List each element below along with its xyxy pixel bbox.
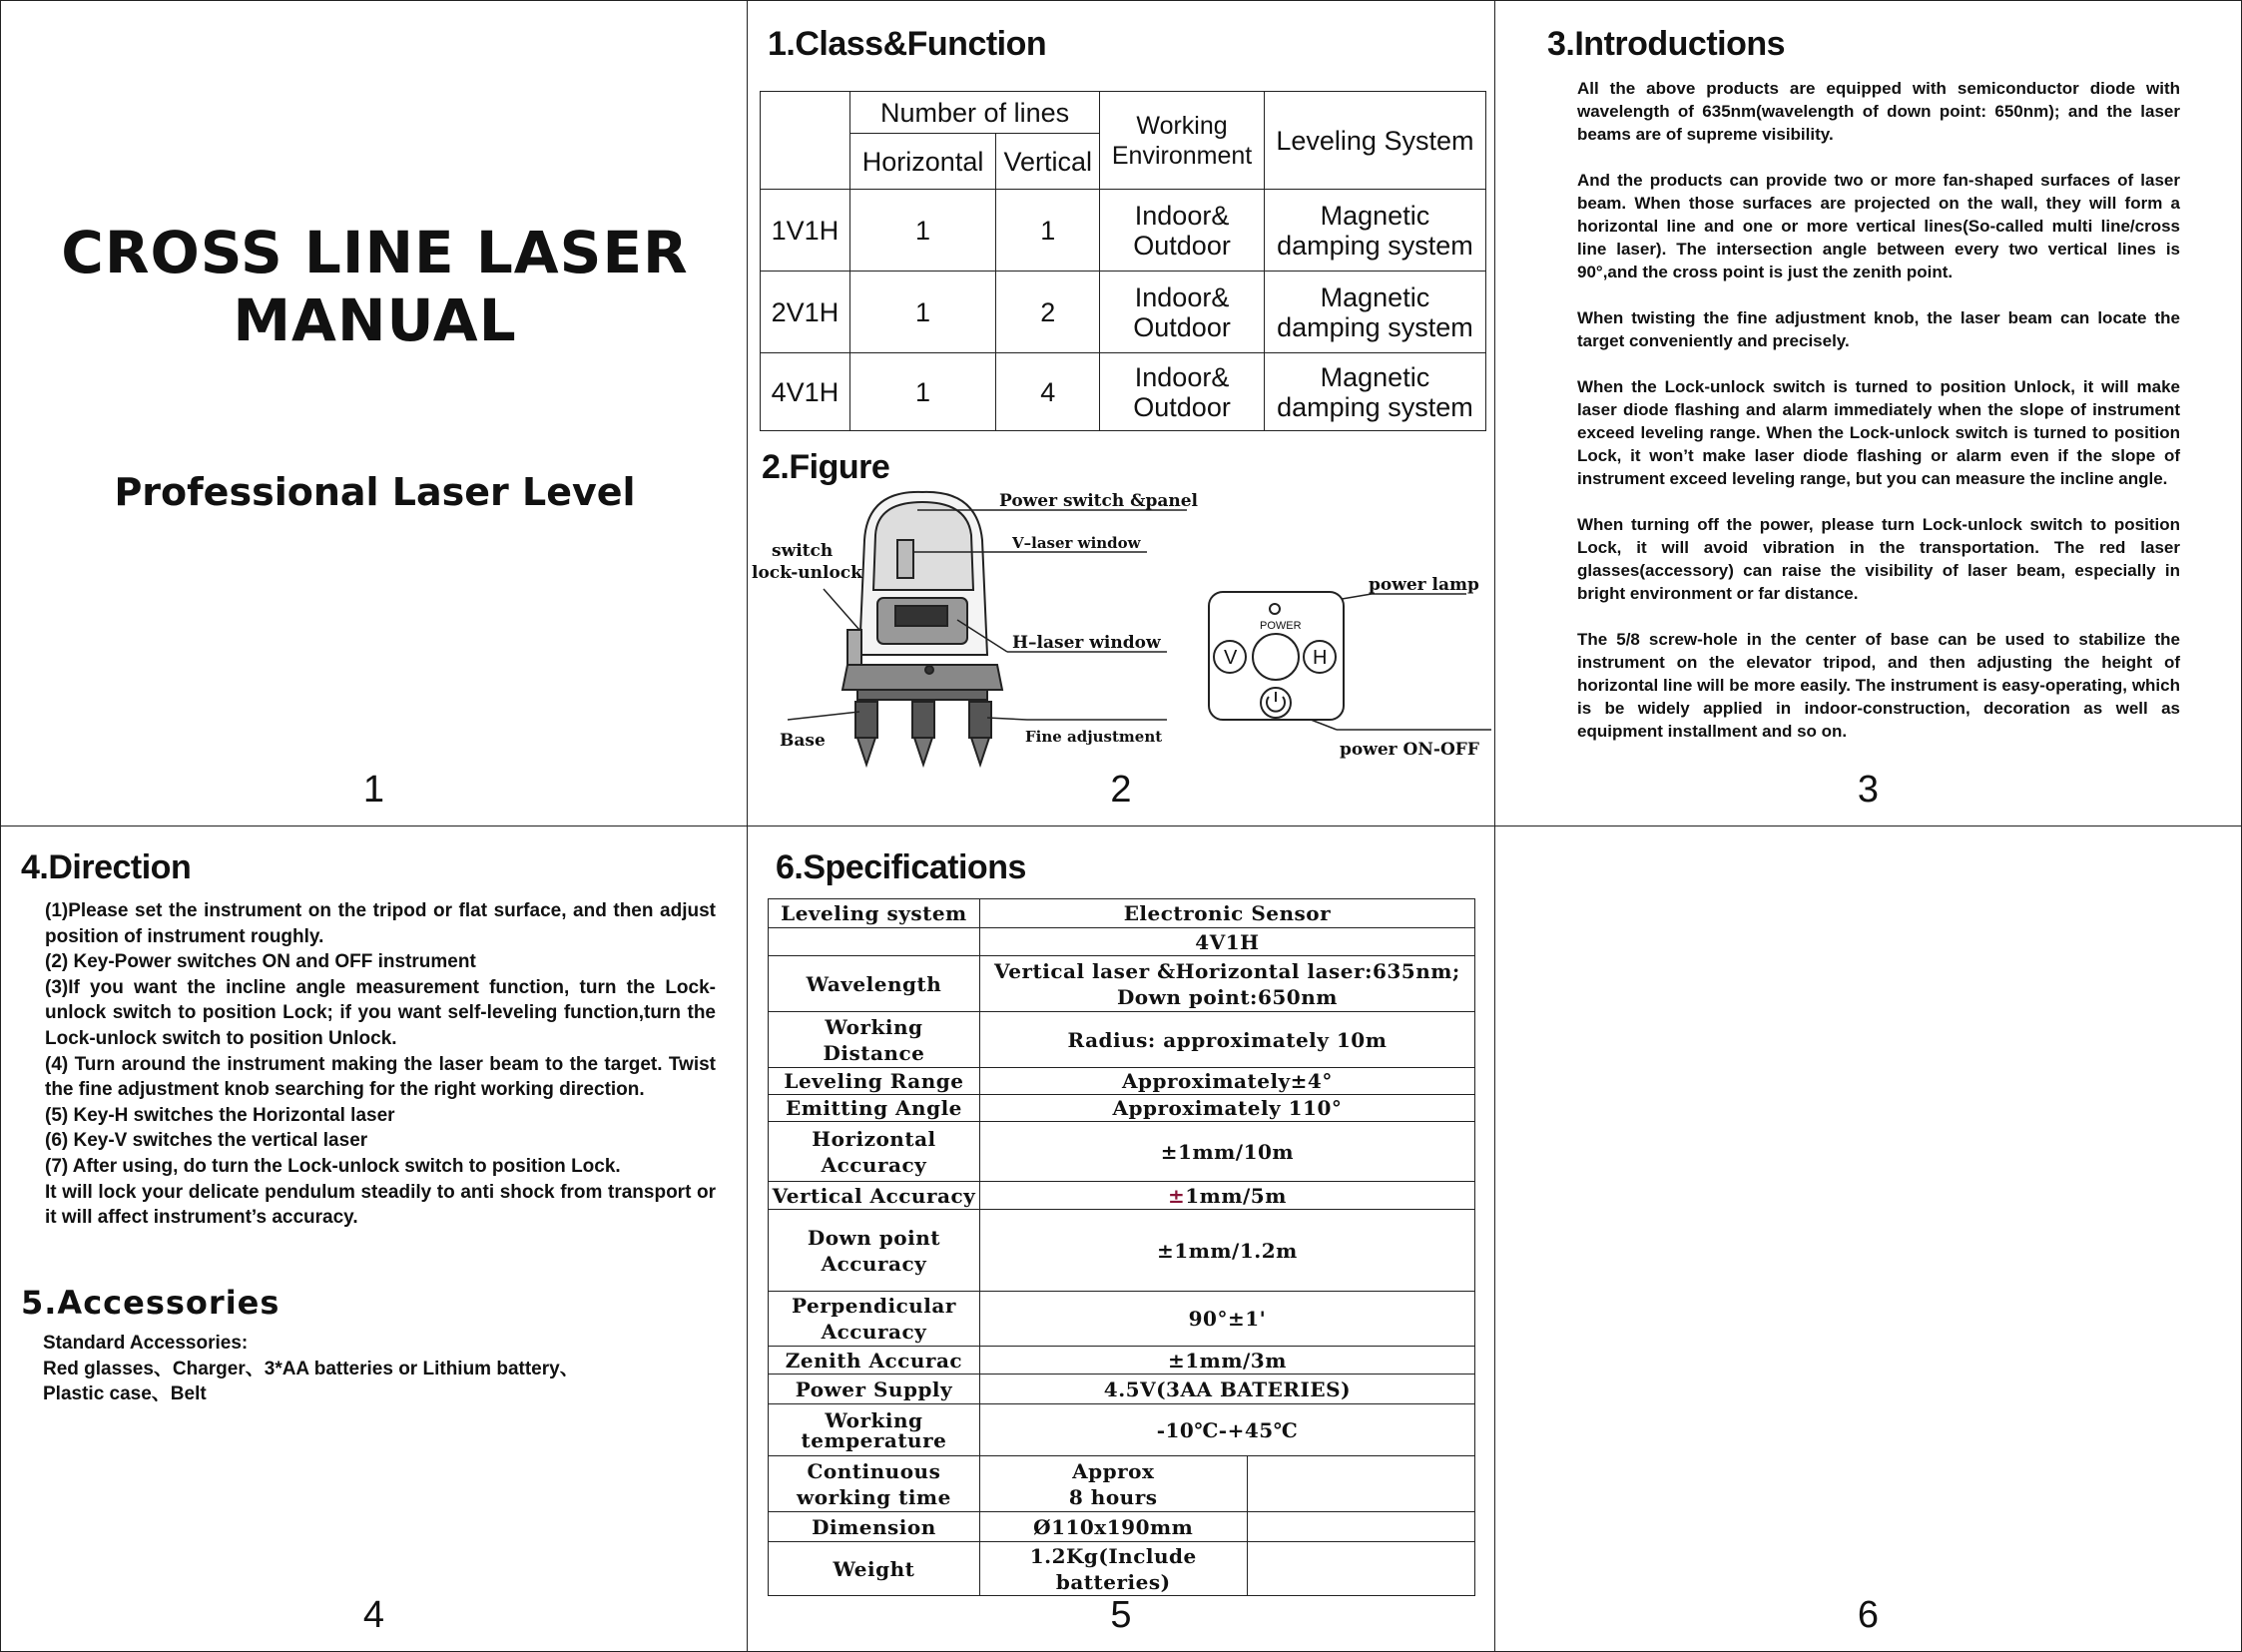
direction-step: (1)Please set the instrument on the tripod or flat surface, and then adjust position of instrument roughly.: [45, 900, 716, 947]
direction-step: (5) Key-H switches the Horizontal laser: [45, 1104, 395, 1126]
spec-model: 4V1H: [979, 928, 1474, 956]
direction-step: (3)If you want the incline angle measurement function, turn the Lock-unlock switch to position Lock; if you want self-leveling function,turn the Lock-unlock switch to position Unlock.: [45, 976, 716, 1049]
spec-label: Working Distance: [769, 1012, 980, 1068]
spec-label: Zenith Accurac: [769, 1347, 980, 1375]
page-3-introductions: [1494, 0, 2242, 826]
leveling-cell: Magnetic damping system: [1264, 272, 1485, 353]
model-cell: 1V1H: [761, 190, 850, 272]
label-switch: switch: [772, 541, 834, 561]
spec-label: Leveling Range: [769, 1068, 980, 1095]
spec-value: ±1mm/3m: [979, 1347, 1474, 1375]
spec-value: 4.5V(3AA BATERIES): [979, 1375, 1474, 1404]
direction-step: (4) Turn around the instrument making the laser beam to the target. Twist the fine adjustment knob searching for the right working direction.: [45, 1053, 716, 1101]
intro-paragraph: When the Lock-unlock switch is turned to position Unlock, it will make laser diode flashing and alarm immediately when the slope of instrument exceed leveling range. When the Lock-unlock switch is turned to position Lock, it won’t make laser diode flashing or alarm even if the slope of instrument exceed leveling range, but you can measure the incline angle.: [1577, 377, 2180, 488]
spec-label: Dimension: [769, 1512, 980, 1542]
vertical-count: 1: [996, 190, 1100, 272]
spec-value: Ø110x190mm: [979, 1512, 1247, 1542]
spec-value: 90°±1': [979, 1292, 1474, 1347]
spec-label: Wavelength: [769, 956, 980, 1012]
section-title-specifications: 6.Specifications: [776, 848, 1026, 886]
spec-label: Emitting Angle: [769, 1095, 980, 1122]
direction-step: (7) After using, do turn the Lock-unlock switch to position Lock.: [45, 1155, 621, 1177]
section-title-direction: 4.Direction: [21, 848, 192, 886]
intro-paragraph: The 5/8 screw-hole in the center of base can be used to stabilize the instrument on the elevator tripod, and then adjusting the height of horizontal line will be more easily. The instrument is easy-operating, which is be widely applied in indoor-construction, decoration as well as equipment installment and so on.: [1577, 630, 2180, 741]
power-text: POWER: [1260, 620, 1302, 632]
page-number: 2: [1110, 769, 1132, 811]
page-number: 6: [1857, 1594, 1880, 1636]
spec-label: Weight: [769, 1542, 980, 1596]
section-title-figure: 2.Figure: [762, 448, 890, 486]
header-horizontal: Horizontal: [849, 134, 995, 190]
spec-value: ±1mm/1.2m: [979, 1210, 1474, 1292]
table-row: [769, 1456, 1475, 1512]
environment-cell: Indoor& Outdoor: [1100, 272, 1265, 353]
spec-empty-cell: [1247, 1456, 1474, 1512]
direction-step: (2) Key-Power switches ON and OFF instrument: [45, 951, 476, 973]
page-number: 3: [1857, 769, 1880, 811]
spec-label: Horizontal Accuracy: [769, 1122, 980, 1182]
table-row: [769, 1292, 1475, 1347]
spec-label: Down point Accuracy: [769, 1210, 980, 1292]
horizontal-count: 1: [849, 190, 995, 272]
introductions-text: [1577, 77, 2180, 766]
environment-cell: Indoor& Outdoor: [1100, 353, 1265, 431]
intro-paragraph: And the products can provide two or more fan-shaped surfaces of laser beam. When those surfaces are projected on the wall, they will form a horizontal line and one or more vertical lines(So-called multi line/cross line laser). The intersection angle between every two vertical lines is 90°,and the cross point is just the zenith point.: [1577, 171, 2180, 281]
model-cell: 2V1H: [761, 272, 850, 353]
accessories-line: Plastic case、Belt: [43, 1383, 207, 1405]
table-row: [769, 1375, 1475, 1404]
title-line-2: MANUAL: [233, 286, 517, 354]
table-row: [769, 1404, 1475, 1456]
vertical-count: 4: [996, 353, 1100, 431]
table-row: [769, 1095, 1475, 1122]
spec-value: Approx 8 hours: [979, 1456, 1247, 1512]
direction-step: It will lock your delicate pendulum steadily to anti shock from transport or it will affect instrument’s accuracy.: [45, 1181, 716, 1229]
vertical-count: 2: [996, 272, 1100, 353]
page-5-specifications: [747, 826, 1495, 1652]
label-power-lamp: power lamp: [1369, 575, 1479, 595]
v-key-icon: V: [1224, 647, 1238, 669]
page-2-class-function: [747, 0, 1495, 826]
page-number: 5: [1110, 1594, 1132, 1636]
label-power-switch-panel: Power switch &panel: [999, 491, 1199, 511]
label-base: Base: [780, 731, 826, 751]
table-row: [761, 190, 1486, 272]
table-row: [769, 928, 1475, 956]
table-row: [769, 1542, 1475, 1596]
section-title-accessories: 5.Accessories: [21, 1284, 280, 1322]
accessories-line: Red glasses、Charger、3*AA batteries or Lithium battery、: [43, 1358, 579, 1379]
table-row: [769, 1512, 1475, 1542]
table-row: [761, 272, 1486, 353]
label-v-laser-window: V–laser window: [1012, 534, 1141, 552]
laser-level-illustration: [842, 492, 1002, 765]
model-cell: 4V1H: [761, 353, 850, 431]
header-leveling-system: Leveling System: [1264, 92, 1485, 190]
table-row: [769, 956, 1475, 1012]
page-4-direction: [0, 826, 748, 1652]
class-function-table: [760, 91, 1486, 431]
label-h-laser-window: H–laser window: [1012, 633, 1161, 653]
intro-paragraph: When turning off the power, please turn Lock-unlock switch to position Lock, it will avoid vibration in the transportation. The red laser glasses(accessory) can raise the visibility of laser beam, especially in bright environment or far distance.: [1577, 515, 2180, 603]
accessories-label: Standard Accessories:: [43, 1333, 249, 1354]
table-row: [769, 1182, 1475, 1210]
spec-label: Working temperature: [769, 1404, 980, 1456]
spec-label: Perpendicular Accuracy: [769, 1292, 980, 1347]
spec-empty-cell: [1247, 1512, 1474, 1542]
page-6-blank: [1494, 826, 2242, 1652]
spec-value: -10℃-+45℃: [979, 1404, 1474, 1456]
section-title-introductions: 3.Introductions: [1547, 25, 1786, 63]
table-row: [769, 1347, 1475, 1375]
spec-label: Leveling system: [769, 899, 980, 928]
spec-value: 1.2Kg(Include batteries): [979, 1542, 1247, 1596]
h-key-icon: H: [1313, 647, 1328, 669]
spec-label: [769, 928, 980, 956]
spec-value: Vertical laser &Horizontal laser:635nm; Down point:650nm: [979, 956, 1474, 1012]
manual-subtitle: Professional Laser Level: [114, 470, 636, 514]
table-corner-cell: [761, 92, 850, 190]
intro-paragraph: All the above products are equipped with semiconductor diode with wavelength of 635nm(wavelength of down point: 650nm); and the laser beams are of supreme visibility.: [1577, 79, 2180, 144]
environment-cell: Indoor& Outdoor: [1100, 190, 1265, 272]
table-row: [761, 353, 1486, 431]
spec-value: Approximately 110°: [979, 1095, 1474, 1122]
spec-label: Power Supply: [769, 1375, 980, 1404]
manual-title: [1, 219, 749, 354]
spec-label: Continuous working time: [769, 1456, 980, 1512]
spec-value: ±1mm/5m: [979, 1182, 1474, 1210]
laser-level-figure: [748, 480, 1496, 780]
table-row: [769, 1122, 1475, 1182]
label-fine-adjustment: Fine adjustment: [1025, 728, 1163, 746]
section-title-class-function: 1.Class&Function: [768, 25, 1047, 63]
table-row: [769, 1068, 1475, 1095]
direction-step: (6) Key-V switches the vertical laser: [45, 1130, 368, 1152]
page-number: 1: [362, 769, 385, 811]
spec-empty-cell: [1247, 1542, 1474, 1596]
label-lock-unlock: lock-unlock: [752, 563, 862, 583]
header-working-environment: Working Environment: [1100, 92, 1265, 190]
intro-paragraph: When twisting the fine adjustment knob, the laser beam can locate the target conveniently and precisely.: [1577, 308, 2180, 350]
table-row: [769, 1210, 1475, 1292]
table-row: [769, 899, 1475, 928]
title-line-1: CROSS LINE LASER: [61, 219, 689, 286]
header-number-of-lines: Number of lines: [849, 92, 1099, 134]
table-row: [769, 1012, 1475, 1068]
horizontal-count: 1: [849, 353, 995, 431]
accessories-text: [43, 1331, 579, 1407]
leveling-cell: Magnetic damping system: [1264, 190, 1485, 272]
leveling-cell: Magnetic damping system: [1264, 353, 1485, 431]
spec-label: Vertical Accuracy: [769, 1182, 980, 1210]
spec-value: Radius: approximately 10m: [979, 1012, 1474, 1068]
direction-steps: [45, 898, 716, 1231]
page-number: 4: [362, 1594, 385, 1636]
horizontal-count: 1: [849, 272, 995, 353]
spec-value: Electronic Sensor: [979, 899, 1474, 928]
page-1-cover: [0, 0, 748, 826]
spec-value: Approximately±4°: [979, 1068, 1474, 1095]
specifications-table: [768, 898, 1475, 1596]
label-power-on-off: power ON-OFF: [1340, 740, 1479, 760]
spec-value: ±1mm/10m: [979, 1122, 1474, 1182]
header-vertical: Vertical: [996, 134, 1100, 190]
